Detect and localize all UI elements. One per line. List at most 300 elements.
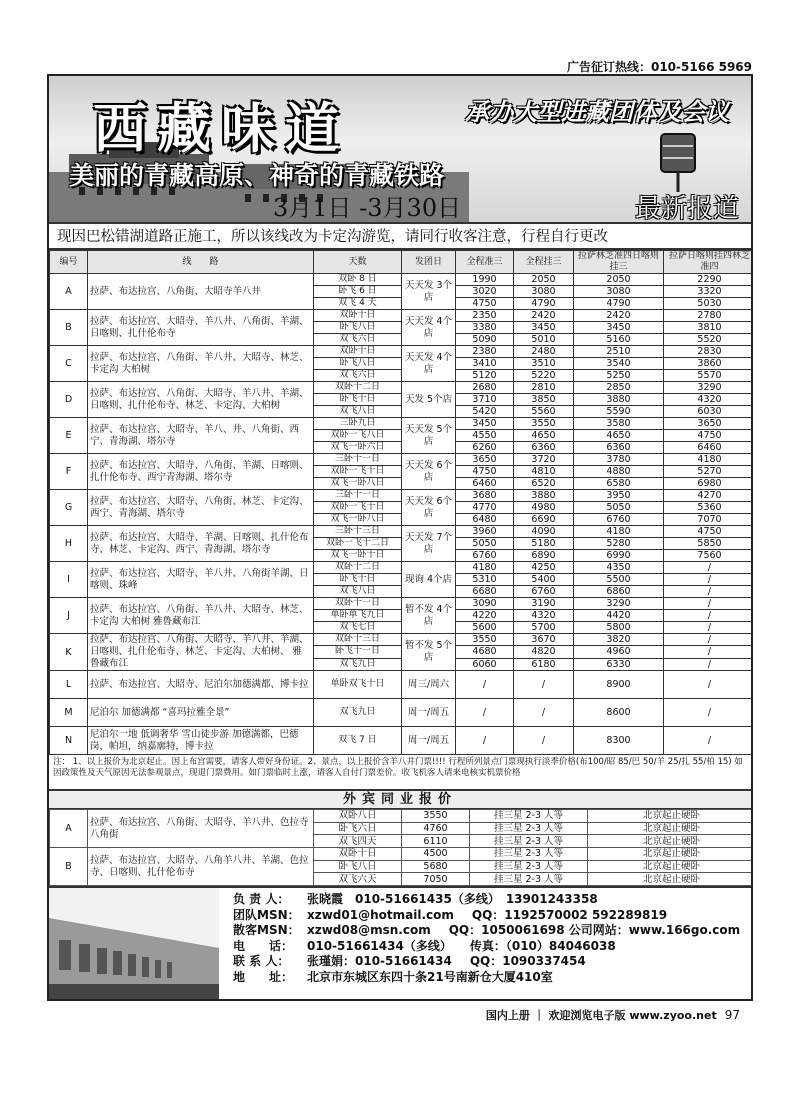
duration-cell: 双卧八日 — [314, 810, 402, 823]
hotel-standard-cell: 挂三星 2-3 人等 — [470, 835, 588, 848]
transport-note-cell: 北京起止硬卧 — [588, 835, 754, 848]
duration-cell: 双飞一卧八日 — [314, 514, 402, 526]
price-cell: / — [456, 727, 514, 755]
price-cell: 7070 — [664, 514, 754, 526]
departure-schedule: 天天发 7个店 — [402, 526, 456, 562]
route-code: I — [50, 562, 88, 598]
table-row — [50, 699, 754, 727]
price-cell: 3550 — [402, 810, 470, 823]
hotel-standard-cell: 挂三星 2-3 人等 — [470, 873, 588, 886]
price-cell: 5050 — [574, 502, 664, 514]
duration-cell: 双飞六日 — [314, 370, 402, 382]
header-days: 天数 — [314, 251, 402, 274]
contact-line — [233, 923, 740, 939]
route-code: B — [50, 848, 88, 886]
price-cell: 3880 — [574, 394, 664, 406]
duration-cell: 双卧十日 — [314, 848, 402, 861]
price-cell: 3410 — [456, 358, 514, 370]
price-cell: 3290 — [574, 598, 664, 610]
header-price-mixed-a: 拉萨林芝准四日喀则挂三 — [574, 251, 664, 274]
route-description: 尼泊尔一地 低调奢华 雪山徒步游 加德满都，巴德岗，帕坦，纳嘉廓特，博卡拉 — [88, 727, 314, 755]
duration-cell: 双卧十一日 — [314, 598, 402, 610]
route-description: 拉萨、布达拉宫、大昭寺、羊湖、日喀则、扎什伦布寺、林芝、卡定沟、西宁、青海湖、塔尔寺 — [88, 526, 314, 562]
route-code: N — [50, 727, 88, 755]
hotel-standard-cell: 挂三星 2-3 人等 — [470, 848, 588, 861]
price-cell: 2380 — [456, 346, 514, 358]
price-cell: 4750 — [664, 430, 754, 442]
contact-line — [233, 908, 740, 924]
duration-cell: 双卧十日 — [314, 310, 402, 322]
price-cell: 7560 — [664, 550, 754, 562]
price-cell: 2420 — [574, 310, 664, 322]
price-cell: 5090 — [456, 334, 514, 346]
contact-value: 张晓霞 010-51661435（多线） 13901243358 — [307, 892, 598, 907]
table-row — [50, 310, 754, 322]
price-cell: / — [456, 671, 514, 699]
price-cell: 5600 — [456, 622, 514, 634]
duration-cell: 卧飞八日 — [314, 358, 402, 370]
contact-line — [233, 970, 740, 986]
duration-cell: 双飞八日 — [314, 586, 402, 598]
header-code: 编号 — [50, 251, 88, 274]
route-description: 拉萨、布达拉宫、八角街、大昭寺羊八井 — [88, 274, 314, 310]
price-cell: 5500 — [574, 574, 664, 586]
route-description: 拉萨、布达拉宫、八角街、大昭寺、羊八井、色拉寺 八角街 — [88, 810, 314, 848]
departure-schedule: 暂不发 5个店 — [402, 634, 456, 671]
duration-cell: 双飞一卧八日 — [314, 478, 402, 490]
price-cell: / — [456, 699, 514, 727]
price-cell: 6760 — [456, 550, 514, 562]
transport-note-cell: 北京起止硬卧 — [588, 848, 754, 861]
price-cell: 4790 — [514, 298, 574, 310]
price-cell: 5270 — [664, 466, 754, 478]
price-cell: 3510 — [514, 358, 574, 370]
price-cell: 3710 — [456, 394, 514, 406]
price-cell: 5590 — [574, 406, 664, 418]
price-cell: / — [664, 634, 754, 646]
price-cell: 3680 — [456, 490, 514, 502]
price-cell: 3810 — [664, 322, 754, 334]
price-cell: 6460 — [456, 478, 514, 490]
route-code: B — [50, 310, 88, 346]
price-cell: 3670 — [514, 634, 574, 646]
price-cell: 3580 — [574, 418, 664, 430]
contact-label: 散客MSN： — [233, 923, 300, 938]
price-cell: / — [664, 562, 754, 574]
price-cell: 6360 — [574, 442, 664, 454]
duration-cell: 单卧双飞十日 — [314, 671, 402, 699]
banner-title: 西藏味道 — [93, 96, 349, 160]
contact-label: QQ： — [448, 923, 482, 938]
departure-schedule: 周一/周五 — [402, 727, 456, 755]
price-cell: / — [664, 646, 754, 658]
table-row — [50, 346, 754, 358]
route-description: 拉萨、布达拉宫、大昭寺、羊八井、八角街羊湖、日喀则、珠峰 — [88, 562, 314, 598]
contact-value: xzwd01@hotmail.com — [307, 907, 454, 922]
price-cell: / — [664, 574, 754, 586]
price-cell: 5560 — [514, 406, 574, 418]
route-description: 拉萨、布达拉宫、大昭寺、八角街、羊湖、日喀则、扎什伦布寺、西宁青海湖、塔尔寺 — [88, 454, 314, 490]
price-cell: 4760 — [402, 822, 470, 835]
price-cell: 5120 — [456, 370, 514, 382]
price-cell: 5420 — [456, 406, 514, 418]
banner-subtitle: 承办大型进藏团体及会议 — [465, 97, 729, 126]
duration-cell: 卧飞 6 日 — [314, 286, 402, 298]
contact-label: QQ： — [471, 907, 505, 922]
header-price-standard3: 全程准三 — [456, 251, 514, 274]
route-code: A — [50, 810, 88, 848]
duration-cell: 单卧单飞九日 — [314, 610, 402, 622]
price-cell: 3380 — [456, 322, 514, 334]
duration-cell: 双卧十二日 — [314, 382, 402, 394]
price-cell: 2480 — [514, 346, 574, 358]
price-cell: 4750 — [664, 526, 754, 538]
contact-label: 传真： — [469, 938, 506, 953]
contact-value: xzwd08@msn.com — [307, 923, 431, 938]
departure-schedule: 现询 4个店 — [402, 562, 456, 598]
price-cell: 4770 — [456, 502, 514, 514]
price-cell: 2830 — [664, 346, 754, 358]
table-header-row — [50, 251, 754, 274]
table-row — [50, 727, 754, 755]
contact-label: 电 话： — [233, 938, 294, 953]
price-footnote: 注： 1、以上报价为北京起止。因上布宫需要，请客人带好身份证。2、景点，以上报价含羊八井门票!!!! 行程所列景点门票现执行淡季价格(布100/昭 85/巴 50/羊 25/扎 55/柏 15) 如因政策性及天气原因无法参观景点，现退门票费用。如门票临时上涨，请客人自付门票差价。收飞机客人请来电核实机票价格 — [49, 755, 751, 791]
price-cell: 3450 — [574, 322, 664, 334]
table-row — [50, 454, 754, 466]
contact-line — [233, 954, 740, 970]
duration-cell: 双卧十三日 — [314, 634, 402, 646]
duration-cell: 三卧十一日 — [314, 490, 402, 502]
price-cell: 2780 — [664, 310, 754, 322]
price-cell: 6460 — [664, 442, 754, 454]
price-cell: / — [664, 658, 754, 670]
price-cell: 3820 — [574, 634, 664, 646]
duration-cell: 双飞六日 — [314, 334, 402, 346]
price-cell: 4680 — [456, 646, 514, 658]
price-cell: 5570 — [664, 370, 754, 382]
page-footer — [486, 1007, 740, 1023]
header-route: 线 路 — [88, 251, 314, 274]
table-row — [50, 848, 754, 861]
price-cell: 3550 — [514, 418, 574, 430]
price-cell: 5030 — [664, 298, 754, 310]
duration-cell: 三卧十三日 — [314, 526, 402, 538]
price-cell: 4550 — [456, 430, 514, 442]
duration-cell: 双卧一飞十二日 — [314, 538, 402, 550]
tour-price-table — [49, 250, 753, 755]
price-cell: 3950 — [574, 490, 664, 502]
price-cell: 2850 — [574, 382, 664, 394]
price-cell: / — [514, 727, 574, 755]
route-code: M — [50, 699, 88, 727]
transport-note-cell: 北京起止硬卧 — [588, 873, 754, 886]
route-code: A — [50, 274, 88, 310]
table-row — [50, 634, 754, 646]
price-cell: 3650 — [664, 418, 754, 430]
price-cell: 4820 — [514, 646, 574, 658]
route-description: 拉萨、布达拉宫、大昭寺、尼泊尔加德满都、博卡拉 — [88, 671, 314, 699]
header-departure: 发团日 — [402, 251, 456, 274]
banner-slogan: 美丽的青藏高原、神奇的青藏铁路 — [69, 161, 445, 190]
prayer-wheel-corridor-illustration — [49, 888, 219, 1001]
price-cell: 6680 — [456, 586, 514, 598]
duration-cell: 双飞一卧十日 — [314, 550, 402, 562]
duration-cell: 卧飞十一日 — [314, 646, 402, 658]
price-cell: 6330 — [574, 658, 664, 670]
route-code: H — [50, 526, 88, 562]
contact-value: 010-51661434（多线） — [307, 938, 452, 953]
contact-line — [233, 892, 740, 908]
contact-value: （010）84046038 — [505, 938, 616, 953]
foreign-guest-price-table — [49, 809, 753, 886]
contact-label: QQ： — [469, 954, 503, 969]
price-cell: 5220 — [514, 370, 574, 382]
latest-report-label: 最新报道 — [634, 194, 739, 224]
price-cell: 5680 — [402, 860, 470, 873]
duration-cell: 双飞七日 — [314, 622, 402, 634]
price-cell: 3780 — [574, 454, 664, 466]
price-cell: 3860 — [664, 358, 754, 370]
duration-cell: 卧飞十日 — [314, 574, 402, 586]
price-cell: 8600 — [574, 699, 664, 727]
departure-schedule: 周三/周六 — [402, 671, 456, 699]
price-cell: 5010 — [514, 334, 574, 346]
contact-label: 联 系 人： — [233, 954, 290, 969]
price-cell: 4790 — [574, 298, 664, 310]
price-cell: 3960 — [456, 526, 514, 538]
price-cell: 3850 — [514, 394, 574, 406]
price-cell: 4960 — [574, 646, 664, 658]
price-cell: 5700 — [514, 622, 574, 634]
price-cell: 4750 — [456, 298, 514, 310]
price-cell: 1990 — [456, 274, 514, 286]
price-cell: 4650 — [514, 430, 574, 442]
route-code: D — [50, 382, 88, 418]
price-cell: 3550 — [456, 634, 514, 646]
price-cell: 6990 — [574, 550, 664, 562]
duration-cell: 三卧十一日 — [314, 454, 402, 466]
price-cell: 5800 — [574, 622, 664, 634]
duration-cell: 双飞一卧六日 — [314, 442, 402, 454]
price-cell: 5050 — [456, 538, 514, 550]
price-cell: 4500 — [402, 848, 470, 861]
table-row — [50, 382, 754, 394]
hotel-standard-cell: 挂三星 2-3 人等 — [470, 860, 588, 873]
duration-cell: 双飞六天 — [314, 873, 402, 886]
route-description: 拉萨、布达拉宫、八角街、羊八井、大昭寺、林芝、卡定沟 大柏树 雅鲁藏布江 — [88, 598, 314, 634]
price-cell: 2050 — [574, 274, 664, 286]
contact-value: 1192570002 592289819 — [504, 907, 668, 922]
price-cell: 6860 — [574, 586, 664, 598]
hotel-standard-cell: 挂三星 2-3 人等 — [470, 810, 588, 823]
departure-schedule: 天天发 5个店 — [402, 418, 456, 454]
price-cell: 3540 — [574, 358, 664, 370]
price-cell: 6260 — [456, 442, 514, 454]
price-cell: 3290 — [664, 382, 754, 394]
price-cell: / — [664, 622, 754, 634]
duration-cell: 双卧十日 — [314, 346, 402, 358]
price-cell: 4320 — [514, 610, 574, 622]
price-cell: 6360 — [514, 442, 574, 454]
header-price-mixed-b: 拉萨日喀则挂四林芝准四 — [664, 251, 754, 274]
duration-cell: 双飞九日 — [314, 658, 402, 670]
contact-label: 负 责 人： — [233, 892, 290, 907]
banner-date-range: 3月1日 -3月30日 — [273, 194, 462, 222]
footer-text: 国内上册 ｜ 欢迎浏览电子版 www.zyoo.net — [485, 1009, 717, 1022]
route-description: 拉萨、布达拉宫、八角街、大昭寺、羊八井、羊湖、日喀则、扎什伦布寺、林芝、卡定沟、大柏树 — [88, 382, 314, 418]
price-cell: 5360 — [664, 502, 754, 514]
price-cell: 4750 — [456, 466, 514, 478]
price-cell: / — [664, 586, 754, 598]
price-cell: / — [664, 598, 754, 610]
duration-cell: 卧飞八日 — [314, 322, 402, 334]
price-cell: / — [514, 671, 574, 699]
price-cell: 4180 — [664, 454, 754, 466]
table-row — [50, 671, 754, 699]
route-code: F — [50, 454, 88, 490]
price-cell: 4270 — [664, 490, 754, 502]
duration-cell: 双卧一飞八日 — [314, 430, 402, 442]
departure-schedule: 天天发 3个店 — [402, 274, 456, 310]
banner — [49, 76, 751, 224]
duration-cell: 双卧 8 日 — [314, 274, 402, 286]
route-description: 拉萨、布达拉宫、大昭寺、八角街、林芝、卡定沟、西宁、青海湖、塔尔寺 — [88, 490, 314, 526]
duration-cell: 双卧一飞十日 — [314, 502, 402, 514]
price-cell: 3190 — [514, 598, 574, 610]
contact-value: 1090337454 — [502, 954, 586, 969]
price-cell: 6520 — [514, 478, 574, 490]
price-cell: / — [514, 699, 574, 727]
duration-cell: 卧飞十日 — [314, 394, 402, 406]
departure-schedule: 暂不发 4个店 — [402, 598, 456, 634]
route-code: C — [50, 346, 88, 382]
table-row — [50, 810, 754, 823]
price-cell: 4650 — [574, 430, 664, 442]
price-cell: 4320 — [664, 394, 754, 406]
duration-cell: 双飞八日 — [314, 406, 402, 418]
route-description: 拉萨、布达拉宫、大昭寺、羊八、井、八角街、西宁、青海湖、塔尔寺 — [88, 418, 314, 454]
table-row — [50, 598, 754, 610]
table-row — [50, 526, 754, 538]
price-cell: 2050 — [514, 274, 574, 286]
price-cell: 3320 — [664, 286, 754, 298]
price-cell: 4350 — [574, 562, 664, 574]
contact-line — [233, 939, 740, 955]
contact-label: 团队MSN： — [233, 907, 300, 922]
route-description: 拉萨、布达拉宫、八角街、羊八井、大昭寺、林芝、卡定沟 大柏树 — [88, 346, 314, 382]
route-description: 拉萨、布达拉宫、大昭寺、羊八井、八角街、羊湖、日喀则、扎什伦布寺 — [88, 310, 314, 346]
route-code: K — [50, 634, 88, 671]
price-cell: 6580 — [574, 478, 664, 490]
price-cell: 2810 — [514, 382, 574, 394]
duration-cell: 卧飞六日 — [314, 822, 402, 835]
price-cell: 4090 — [514, 526, 574, 538]
departure-schedule: 天天发 6个店 — [402, 490, 456, 526]
price-cell: 6110 — [402, 835, 470, 848]
price-cell: 6760 — [574, 514, 664, 526]
duration-cell: 双飞四天 — [314, 835, 402, 848]
price-cell: 3080 — [514, 286, 574, 298]
contact-value: 北京市东城区东四十条21号南新仓大厦410室 — [307, 969, 553, 984]
price-cell: 5250 — [574, 370, 664, 382]
price-cell: 8300 — [574, 727, 664, 755]
duration-cell: 三卧九日 — [314, 418, 402, 430]
route-code: L — [50, 671, 88, 699]
price-cell: 6180 — [514, 658, 574, 670]
duration-cell: 卧飞八日 — [314, 860, 402, 873]
table-row — [50, 274, 754, 286]
route-code: J — [50, 598, 88, 634]
price-cell: 5180 — [514, 538, 574, 550]
duration-cell: 双飞九日 — [314, 699, 402, 727]
hotel-standard-cell: 挂三星 2-3 人等 — [470, 822, 588, 835]
duration-cell: 双卧十二日 — [314, 562, 402, 574]
transport-note-cell: 北京起止硬卧 — [588, 810, 754, 823]
price-cell: 2510 — [574, 346, 664, 358]
contact-value: 张瑾娟：010-51661434 — [307, 954, 452, 969]
price-cell: 3720 — [514, 454, 574, 466]
prayer-wheel-icon — [643, 124, 713, 194]
duration-cell: 双卧一飞十日 — [314, 466, 402, 478]
price-cell: 5850 — [664, 538, 754, 550]
advertising-hotline: 广告征订热线：010-5166 5969 — [566, 60, 752, 74]
price-cell: 6690 — [514, 514, 574, 526]
price-cell: 6480 — [456, 514, 514, 526]
price-cell: 3450 — [514, 322, 574, 334]
header-price-rated3: 全程挂三 — [514, 251, 574, 274]
duration-cell: 双飞 4 天 — [314, 298, 402, 310]
price-cell: 5400 — [514, 574, 574, 586]
price-cell: 4220 — [456, 610, 514, 622]
price-cell: 5280 — [574, 538, 664, 550]
route-code: E — [50, 418, 88, 454]
price-cell: 5310 — [456, 574, 514, 586]
contact-details — [233, 892, 740, 985]
price-cell: 7050 — [402, 873, 470, 886]
price-cell: 6030 — [664, 406, 754, 418]
route-change-notice: 现因巴松错湖道路正施工，所以该线改为卡定沟游览，请同行收客注意，行程自行更改 — [49, 224, 751, 250]
table-row — [50, 418, 754, 430]
price-cell: 4420 — [574, 610, 664, 622]
price-cell: 6890 — [514, 550, 574, 562]
contact-label: 地 址： — [233, 969, 294, 984]
route-code: G — [50, 490, 88, 526]
price-cell: 4880 — [574, 466, 664, 478]
transport-note-cell: 北京起止硬卧 — [588, 860, 754, 873]
price-cell: 2420 — [514, 310, 574, 322]
departure-schedule: 天天发 4个店 — [402, 310, 456, 346]
price-cell: 6060 — [456, 658, 514, 670]
page-number: 97 — [724, 1008, 740, 1022]
price-cell: 2680 — [456, 382, 514, 394]
price-cell: / — [664, 699, 754, 727]
price-cell: 3880 — [514, 490, 574, 502]
table-row — [50, 490, 754, 502]
price-cell: 3650 — [456, 454, 514, 466]
departure-schedule: 天发 5个店 — [402, 382, 456, 418]
departure-schedule: 天天发 6个店 — [402, 454, 456, 490]
price-cell: 8900 — [574, 671, 664, 699]
price-cell: 4180 — [574, 526, 664, 538]
price-cell: 3090 — [456, 598, 514, 610]
contact-section — [49, 886, 751, 1001]
price-cell: 4810 — [514, 466, 574, 478]
price-cell: / — [664, 727, 754, 755]
departure-schedule: 天天发 4个店 — [402, 346, 456, 382]
price-cell: / — [664, 671, 754, 699]
departure-schedule: 周一/周五 — [402, 699, 456, 727]
advertisement-frame — [47, 74, 753, 1001]
